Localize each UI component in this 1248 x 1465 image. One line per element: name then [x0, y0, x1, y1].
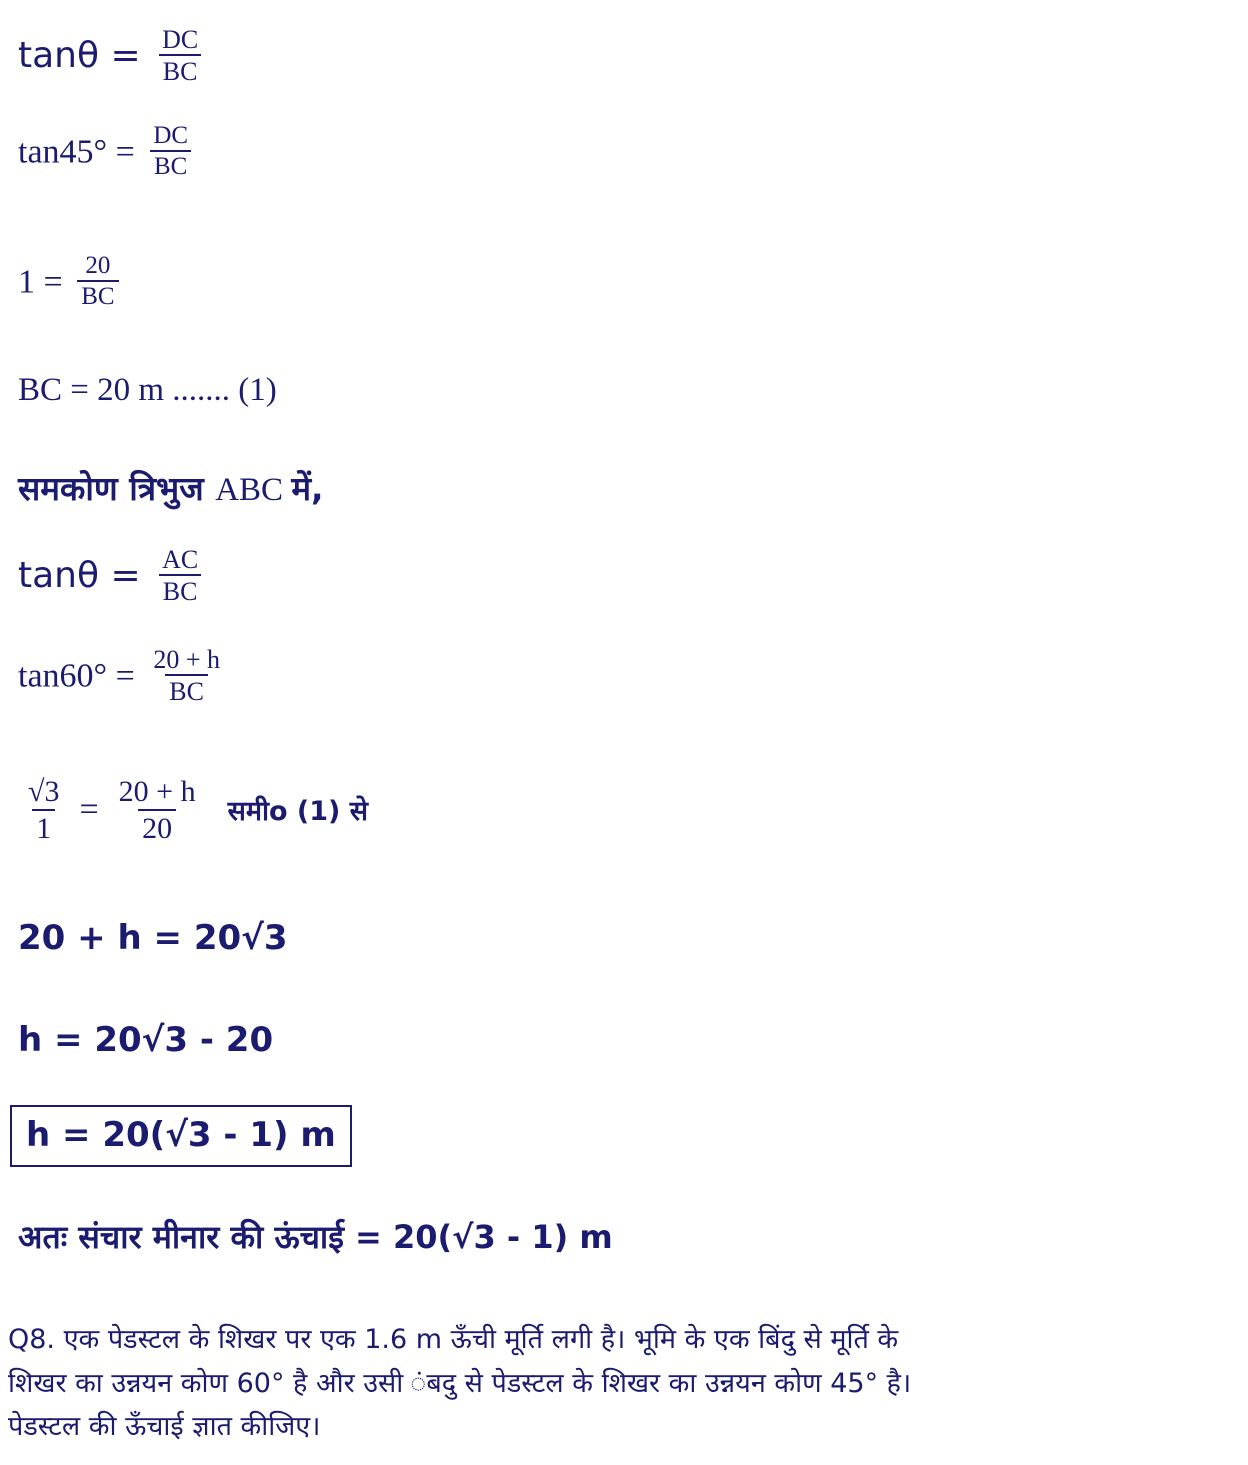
fraction-denominator: 20 [138, 809, 176, 847]
question-block [8, 1318, 1238, 1449]
fraction-sqrt3-over-1 [24, 776, 63, 846]
fraction-numerator: √3 [28, 775, 60, 808]
fraction [149, 646, 224, 707]
equation-tan-theta-dc-bc [18, 25, 208, 89]
boxed-answer-container [10, 1105, 352, 1167]
fraction-numerator: AC [162, 545, 199, 574]
fraction-numerator: DC [162, 25, 199, 54]
fraction-denominator: BC [150, 150, 191, 182]
statement-hindi-suffix: में, [291, 469, 324, 508]
fraction-numerator: 20 [85, 252, 111, 279]
final-answer-statement: अतः संचार मीनार की ऊंचाई = 20(√3 - 1) m [18, 1218, 613, 1256]
equation-sqrt3-over-1-equals-fraction [18, 775, 369, 848]
equation-bc-value: BC = 20 m ....... (1) [18, 372, 277, 408]
fraction-numerator: 20 + h [153, 645, 220, 674]
fraction-denominator: BC [77, 280, 118, 312]
equation-tan60-20h-bc [18, 645, 230, 709]
equation-20-plus-h: 20 + h = 20√3 [18, 918, 288, 958]
equation-tan-theta-ac-bc [18, 545, 208, 609]
fraction-numerator: 20 + h [118, 775, 196, 808]
equation-reference-note: समीo (1) से [227, 795, 369, 827]
fraction [158, 546, 202, 607]
fraction-20h-over-20 [115, 776, 200, 846]
equation-left-term: 1 = [18, 263, 72, 301]
fraction [158, 26, 202, 87]
fraction-denominator: 1 [32, 809, 55, 847]
equation-left-term: tan45° = [18, 133, 144, 171]
statement-hindi-prefix: समकोण त्रिभुज [18, 469, 216, 508]
fraction-numerator: DC [153, 122, 189, 149]
boxed-answer: h = 20(√3 - 1) m [10, 1105, 352, 1167]
equals-sign: = [79, 790, 99, 828]
fraction-denominator: BC [165, 674, 208, 707]
triangle-label: ABC [215, 472, 292, 508]
equation-h-equals-20root3-minus-20: h = 20√3 - 20 [18, 1020, 274, 1060]
fraction [149, 123, 192, 182]
fraction-denominator: BC [159, 574, 202, 607]
question-line-1: Q8. एक पेडस्टल के शिखर पर एक 1.6 m ऊँची मूर्ति लगी है। भूमि के एक बिंदु से मूर्ति के [8, 1324, 899, 1355]
equation-left-term: tanθ = [18, 34, 153, 76]
question-line-3: पेडस्टल की ऊँचाई ज्ञात कीजिए। [8, 1411, 321, 1443]
equation-one-equals-20-over-bc [18, 252, 125, 314]
fraction [77, 253, 118, 312]
equation-tan45-dc-bc [18, 122, 198, 184]
fraction-denominator: BC [159, 54, 202, 87]
equation-left-term: tan60° = [18, 657, 144, 695]
statement-right-triangle-abc [18, 465, 324, 510]
question-line-2: शिखर का उन्नयन कोण 60° है और उसी ंबदु से पेडस्टल के शिखर का उन्नयन कोण 45° है। [8, 1367, 912, 1399]
equation-left-term: tanθ = [18, 554, 153, 596]
